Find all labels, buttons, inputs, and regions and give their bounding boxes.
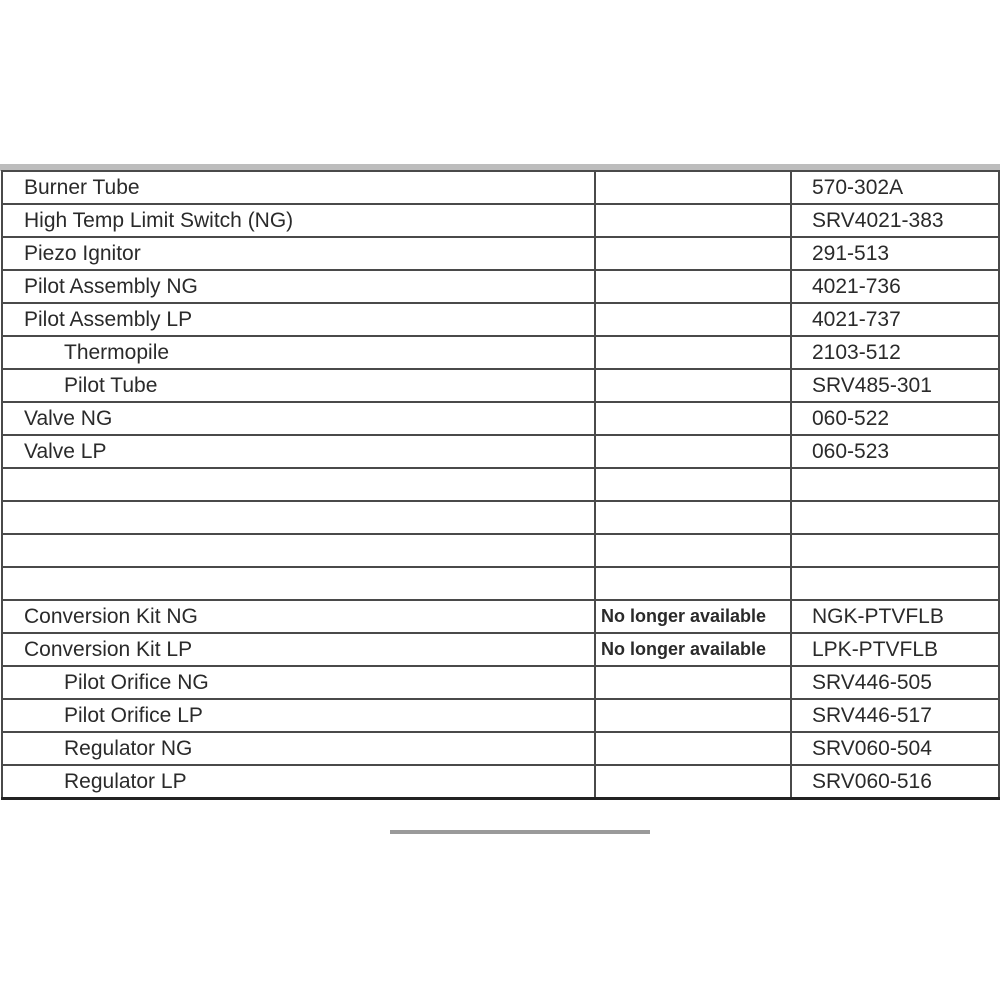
availability-note-cell [595, 237, 791, 270]
part-number-cell: SRV060-504 [791, 732, 999, 765]
part-number-cell: SRV446-505 [791, 666, 999, 699]
availability-note-cell [595, 501, 791, 534]
part-name-cell: Thermopile [2, 336, 595, 369]
table-row [2, 468, 999, 501]
table-row [2, 171, 999, 204]
part-name-cell [2, 501, 595, 534]
part-number-cell [791, 468, 999, 501]
availability-note-cell [595, 468, 791, 501]
table-shadow [390, 830, 650, 834]
table-row [2, 501, 999, 534]
part-number-cell: SRV4021-383 [791, 204, 999, 237]
part-number-cell [791, 567, 999, 600]
availability-note-cell [595, 336, 791, 369]
availability-note-cell [595, 402, 791, 435]
availability-note-cell: No longer available [595, 633, 791, 666]
availability-note-cell [595, 204, 791, 237]
part-number-cell: 4021-736 [791, 270, 999, 303]
availability-note-cell [595, 534, 791, 567]
table-row [2, 567, 999, 600]
part-number-cell: NGK-PTVFLB [791, 600, 999, 633]
part-name-cell: Conversion Kit NG [2, 600, 595, 633]
part-number-cell: LPK-PTVFLB [791, 633, 999, 666]
availability-note-cell [595, 369, 791, 402]
table-row [2, 765, 999, 799]
part-name-cell: High Temp Limit Switch (NG) [2, 204, 595, 237]
parts-table [1, 170, 1000, 800]
table-row [2, 237, 999, 270]
part-number-cell [791, 534, 999, 567]
table-row [2, 666, 999, 699]
table-row [2, 699, 999, 732]
part-number-cell: SRV446-517 [791, 699, 999, 732]
part-name-cell: Pilot Orifice NG [2, 666, 595, 699]
availability-note-cell [595, 699, 791, 732]
part-name-cell [2, 567, 595, 600]
part-number-cell: 060-523 [791, 435, 999, 468]
table-row [2, 600, 999, 633]
table-row [2, 633, 999, 666]
part-name-cell: Pilot Orifice LP [2, 699, 595, 732]
part-name-cell [2, 534, 595, 567]
part-number-cell: SRV060-516 [791, 765, 999, 799]
part-number-cell: 291-513 [791, 237, 999, 270]
part-number-cell: 4021-737 [791, 303, 999, 336]
part-name-cell: Conversion Kit LP [2, 633, 595, 666]
table-row [2, 402, 999, 435]
table-row [2, 204, 999, 237]
part-name-cell: Valve NG [2, 402, 595, 435]
part-name-cell: Pilot Assembly LP [2, 303, 595, 336]
part-name-cell: Valve LP [2, 435, 595, 468]
availability-note-cell [595, 765, 791, 799]
part-number-cell: 570-302A [791, 171, 999, 204]
availability-note-cell: No longer available [595, 600, 791, 633]
table-row [2, 336, 999, 369]
availability-note-cell [595, 567, 791, 600]
part-name-cell: Regulator LP [2, 765, 595, 799]
part-number-cell: SRV485-301 [791, 369, 999, 402]
availability-note-cell [595, 435, 791, 468]
part-number-cell: 060-522 [791, 402, 999, 435]
table-row [2, 435, 999, 468]
table-row [2, 270, 999, 303]
part-name-cell: Pilot Tube [2, 369, 595, 402]
part-name-cell: Piezo Ignitor [2, 237, 595, 270]
availability-note-cell [595, 666, 791, 699]
table-row [2, 303, 999, 336]
part-name-cell: Burner Tube [2, 171, 595, 204]
table-row [2, 534, 999, 567]
availability-note-cell [595, 732, 791, 765]
availability-note-cell [595, 303, 791, 336]
part-name-cell: Pilot Assembly NG [2, 270, 595, 303]
part-number-cell [791, 501, 999, 534]
availability-note-cell [595, 270, 791, 303]
part-name-cell [2, 468, 595, 501]
availability-note-cell [595, 171, 791, 204]
part-number-cell: 2103-512 [791, 336, 999, 369]
table-row [2, 369, 999, 402]
table-row [2, 732, 999, 765]
part-name-cell: Regulator NG [2, 732, 595, 765]
